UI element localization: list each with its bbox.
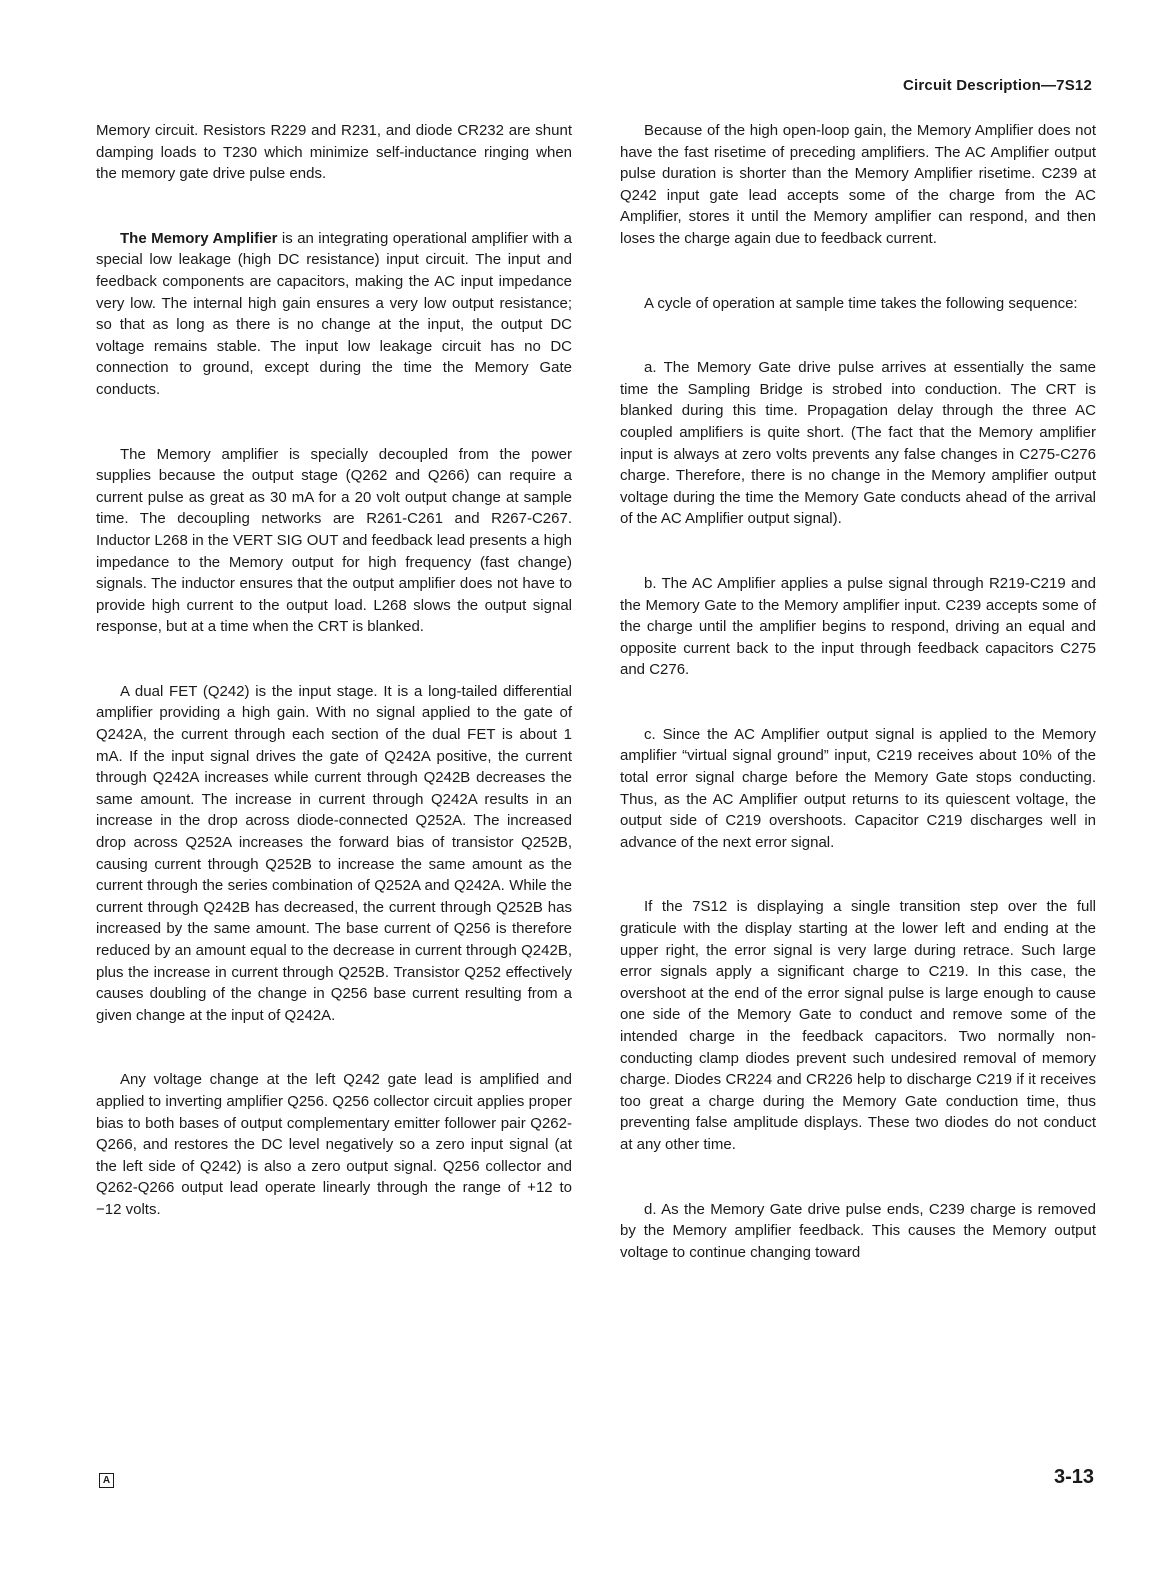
paragraph: d. As the Memory Gate drive pulse ends, C239 charge is removed by the Memory amplifier feedback. This causes the Memory output voltage to continue changing toward [620,1200,1096,1261]
paragraph-lead: The Memory Amplifier [120,229,278,247]
page-number: 3-13 [1053,1466,1094,1488]
paragraph: Any voltage change at the left Q242 gate lead is amplified and applied to inverting amplifier Q256. Q256 collector circuit applies proper bias to both bases of output complementary emitter follower pair Q262-Q266, and restores the DC level negatively so a zero input signal (at the left side of Q242) is also a zero output signal. Q256 collector and Q262-Q266 output lead operate linearly through the range of +12 to −12 volts. [96,1071,572,1218]
right-column [620,120,1096,1263]
paragraph: A dual FET (Q242) is the input stage. It is a long-tailed differential amplifier providing a high gain. With no signal applied to the gate of Q242A, the current through each section of the dual FET is about 1 mA. If the input signal drives the gate of Q242A positive, the current through Q242A increases while current through Q242B decreases the same amount. The increase in current through Q242A results in an increase in the drop across diode-connected Q252A. The increased drop across Q252A increases the forward bias of transistor Q252B, causing current through Q252B to increase the same amount as the current through the series combination of Q252A and Q242A. While the current through Q242B has decreased, the current through Q252B has increased by the same amount. The base current of Q256 is therefore reduced by an amount equal to the decrease in current through Q242B, plus the increase in current through Q252B. Transistor Q252 effectively causes doubling of the change in Q256 base current resulting from a given change at the input of Q242A. [96,682,572,1024]
paragraph: Because of the high open-loop gain, the Memory Amplifier does not have the fast risetime of preceding amplifiers. The AC Amplifier output pulse duration is shorter than the Memory Amplifier risetime. C239 at Q242 input gate lead accepts some of the charge from the AC Amplifier, stores it until the Memory amplifier can respond, and then loses the charge again due to feedback current. [620,122,1096,247]
paragraph-memory-amplifier [96,228,572,401]
paragraph: c. Since the AC Amplifier output signal is applied to the Memory amplifier “virtual signal ground” input, C219 receives about 10% of the total error signal charge before the Memory Gate stops conducting. Thus, as the AC Amplifier output returns to its quiescent voltage, the output side of C219 overshoots. Capacitor C219 discharges well in advance of the next error signal. [620,725,1096,851]
left-column [96,120,572,1221]
paragraph: The Memory amplifier is specially decoupled from the power supplies because the output stage (Q262 and Q266) can require a current pulse as great as 30 mA for a 20 volt output change at sample time. The decoupling networks are R261-C261 and R267-C267. Inductor L268 in the VERT SIG OUT and feedback lead presents a high impedance to the Memory output for high frequency (fast change) signals. The inductor ensures that the output amplifier does not have to provide high current to the output load. L268 slows the output signal response, but at a time when the CRT is blanked. [96,445,572,636]
paragraph: If the 7S12 is displaying a single transition step over the full graticule with the display starting at the lower left and ending at the upper right, the error signal is very large during retrace. Such large error signals apply a significant charge to C219. In this case, the overshoot at the end of the error signal pulse is large enough to cause one side of the Memory Gate to conduct and remove some of the intended charge in the feedback capacitors. Two normally non-conducting clamp diodes prevent such undesired removal of memory charge. Diodes CR224 and CR226 help to discharge C219 if it receives too great a charge during the Memory Gate conduction time, thus preventing false amplitude displays. These two diodes do not conduct at any other time. [620,898,1096,1153]
running-header: Circuit Description—7S12 [902,77,1092,94]
paragraph: b. The AC Amplifier applies a pulse signal through R219-C219 and the Memory Gate to the Memory amplifier input. C239 accepts some of the charge until the amplifier begins to respond, driving an equal and opposite current back to the input through feedback capacitors C275 and C276. [620,574,1096,679]
paragraph: A cycle of operation at sample time takes the following sequence: [644,294,1078,312]
paragraph: a. The Memory Gate drive pulse arrives at essentially the same time the Sampling Bridge is strobed into conduction. The CRT is blanked during this time. Propagation delay through the three AC coupled amplifiers is quite short. (The fact that the Memory amplifier input is always at zero volts prevents any false changes in C275-C276 charge. Therefore, there is no change in the Memory amplifier output voltage during the time the Memory Gate conducts ahead of the arrival of the AC Amplifier output signal). [620,359,1096,528]
revision-mark-icon: A [99,1473,114,1488]
paragraph-body: is an integrating operational amplifier with a special low leakage (high DC resistance) input circuit. The input and feedback components are capacitors, making the AC input impedance very low. The internal high gain ensures a very low output resistance; so that as long as there is no change at the input, the output DC voltage remains stable. The input low leakage circuit has no DC connection to ground, except during the time the Memory Gate conducts. [96,229,572,398]
paragraph: Memory circuit. Resistors R229 and R231, and diode CR232 are shunt damping loads to T230 which minimize self-inductance ringing when the memory gate drive pulse ends. [96,122,572,183]
